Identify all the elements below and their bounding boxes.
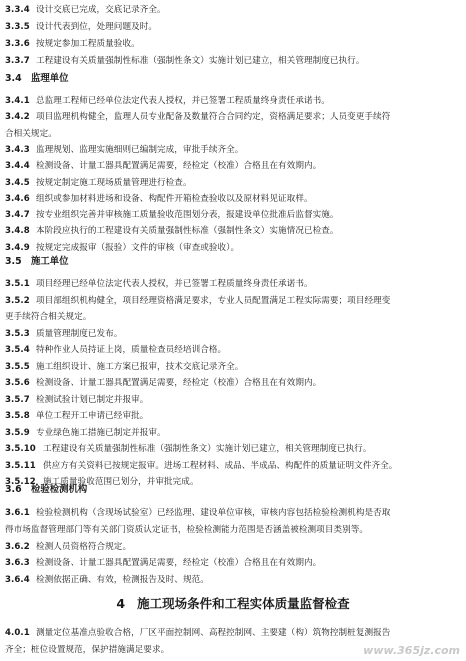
clause-line xyxy=(5,377,461,389)
clause-line xyxy=(5,557,461,569)
clause-text: 检测试验计划已制定并报审。 xyxy=(36,394,149,405)
clause-text: 本阶段应执行的工程建设有关质量强制性标准（强制性条文）实施情况已检查。 xyxy=(36,226,339,237)
clause-number: 3.4.2 xyxy=(5,112,30,123)
clause-text: 施工质量验收范围已划分，并审批完成。 xyxy=(43,477,199,487)
clause-line xyxy=(5,507,461,519)
section-title: 施工单位 xyxy=(31,256,69,267)
clause-line xyxy=(5,21,461,33)
chapter-title: 施工现场条件和工程实体质量监督检查 xyxy=(137,596,350,611)
clause-line xyxy=(5,627,461,639)
clause-number: 3.3.6 xyxy=(5,39,30,49)
clause-line xyxy=(5,111,461,123)
clause-text: 齐全；桩位设置规范，保护措施满足要求。 xyxy=(5,644,170,655)
clause-text: 项目经理已经单位法定代表人授权，并已签署工程质量终身责任承诺书。 xyxy=(36,279,313,289)
clause-line xyxy=(5,460,461,472)
clause-text: 合相关规定。 xyxy=(5,128,57,139)
clause-text: 检测设备、计量工器具配置满足需要，经检定（校准）合格且在有效期内。 xyxy=(36,378,322,388)
clause-text: 项目部组织机构健全，项目经理资格满足要求，专业人员配置满足工程实际需要；项目经理变 xyxy=(36,295,391,306)
clause-text: 更手续符合相关规定。 xyxy=(5,312,92,322)
clause-line xyxy=(5,55,461,67)
section-number: 3.4 xyxy=(5,73,22,84)
clause-number: 3.5.7 xyxy=(5,394,30,405)
clause-number: 3.5.6 xyxy=(5,378,30,388)
clause-text: 测量定位基准点验收合格，厂区平面控制网、高程控制网、主要建（构）筑物控制桩复测报告 xyxy=(36,628,391,638)
clause-line xyxy=(5,209,461,221)
clause-continuation xyxy=(5,311,461,323)
section-heading-3-5 xyxy=(5,256,69,268)
clause-text: 按规定完成报审（报验）文件的审核（审查或验收）。 xyxy=(36,242,240,253)
clause-number: 3.6.4 xyxy=(5,575,30,586)
clause-text: 检测设备、计量工器具配置满足需要，经检定（校准）合格且在有效期内。 xyxy=(36,558,322,569)
clause-line xyxy=(5,160,461,172)
clause-line xyxy=(5,344,461,356)
clause-line xyxy=(5,144,461,156)
clause-text: 得市场监督管理部门等有关部门资质认定证书，检验检测能力范围是否涵盖被检测项目类别等。 xyxy=(5,524,369,535)
clause-number: 3.4.9 xyxy=(5,242,30,253)
clause-text: 供应方有关资料已按规定报审。进场工程材料、成品、半成品、构配件的质量证明文件齐全。 xyxy=(43,460,398,471)
site-watermark: www.365jz.com xyxy=(363,644,460,657)
section-number: 3.5 xyxy=(5,256,22,267)
clause-line xyxy=(5,328,461,340)
clause-number: 3.6.3 xyxy=(5,558,30,569)
clause-number: 3.5.12 xyxy=(5,477,36,487)
clause-text: 组织或参加材料进场和设备、构配件开箱检查验收以及原材料见证取样。 xyxy=(36,193,313,204)
clause-text: 检测人员资格符合规定。 xyxy=(36,541,132,552)
clause-number: 4.0.1 xyxy=(5,628,30,638)
clause-number: 3.5.10 xyxy=(5,444,36,454)
clause-text: 项目监理机构健全，监理人员专业配备及数量符合合同约定，资格满足要求；人员变更手续符 xyxy=(36,112,391,123)
section-title: 检验检测机构 xyxy=(31,484,88,495)
clause-number: 3.4.3 xyxy=(5,144,30,155)
clause-line xyxy=(5,177,461,189)
clause-text: 专业绿色施工措施已制定并报审。 xyxy=(36,427,166,438)
clause-text: 单位工程开工申请已经审批。 xyxy=(36,411,149,421)
clause-text: 施工组织设计、施工方案已报审，技术交底记录齐全。 xyxy=(36,361,244,372)
clause-text: 设计代表到位，处理问题及时。 xyxy=(36,22,158,32)
clause-number: 3.5.8 xyxy=(5,411,30,421)
clause-line xyxy=(5,394,461,406)
clause-line xyxy=(5,4,461,16)
clause-text: 按规定制定施工现场质量管理进行检查。 xyxy=(36,177,192,188)
clause-text: 质量管理制度已发布。 xyxy=(36,328,123,339)
clause-line xyxy=(5,443,461,455)
clause-line xyxy=(5,410,461,422)
clause-number: 3.4.8 xyxy=(5,226,30,237)
chapter-heading xyxy=(0,596,466,612)
clause-text: 检验检测机构（含现场试验室）已经监理、建设单位审核，审核内容包括检验检测机构是否取 xyxy=(36,508,391,518)
clause-text: 工程建设有关质量强制性标准（强制性条文）实施计划已建立，相关管理制度已执行。 xyxy=(36,56,365,66)
clause-text: 检测依据正确、有效，检测报告及时、规范。 xyxy=(36,575,209,586)
clause-line xyxy=(5,427,461,439)
clause-line xyxy=(5,242,461,254)
clause-line xyxy=(5,541,461,553)
clause-line xyxy=(5,574,461,586)
clause-number: 3.4.4 xyxy=(5,161,30,172)
clause-text: 工程建设有关质量强制性标准（强制性条文）实施计划已建立，相关管理制度已执行。 xyxy=(43,444,372,454)
clause-number: 3.6.2 xyxy=(5,541,30,552)
section-heading-3-6 xyxy=(5,484,87,496)
clause-number: 3.4.6 xyxy=(5,193,30,204)
clause-line xyxy=(5,361,461,373)
clause-number: 3.3.7 xyxy=(5,56,30,66)
clause-text: 监理规划、监理实施细则已编制完成，审批手续齐全。 xyxy=(36,144,244,155)
clause-text: 设计交底已完成，交底记录齐全。 xyxy=(36,5,166,15)
clause-number: 3.4.7 xyxy=(5,210,30,221)
clause-line xyxy=(5,193,461,205)
clause-line xyxy=(5,95,461,107)
clause-number: 3.6.1 xyxy=(5,508,30,518)
clause-text: 按专业组织完善并审核施工质量验收范围划分表，报建设单位批准后监督实施。 xyxy=(36,210,339,221)
clause-number: 3.3.5 xyxy=(5,22,30,32)
section-title: 监理单位 xyxy=(31,73,69,84)
clause-number: 3.5.2 xyxy=(5,295,30,306)
chapter-number: 4 xyxy=(116,596,126,611)
clause-number: 3.5.1 xyxy=(5,279,30,289)
clause-number: 3.4.1 xyxy=(5,96,30,106)
clause-number: 3.4.5 xyxy=(5,177,30,188)
clause-number: 3.5.9 xyxy=(5,427,30,438)
clause-number: 3.3.4 xyxy=(5,5,30,15)
clause-text: 按规定参加工程质量验收。 xyxy=(36,39,140,49)
clause-number: 3.5.3 xyxy=(5,328,30,339)
clause-line xyxy=(5,278,461,290)
clause-text: 检测设备、计量工器具配置满足需要，经检定（校准）合格且在有效期内。 xyxy=(36,161,322,172)
clause-number: 3.5.11 xyxy=(5,460,36,471)
clause-line xyxy=(5,295,461,307)
clause-line xyxy=(5,225,461,237)
clause-number: 3.5.5 xyxy=(5,361,30,372)
clause-number: 3.5.4 xyxy=(5,345,30,355)
section-heading-3-4 xyxy=(5,73,69,85)
clause-continuation xyxy=(5,128,461,140)
section-number: 3.6 xyxy=(5,484,22,495)
clause-continuation xyxy=(5,524,461,536)
clause-line xyxy=(5,38,461,50)
clause-text: 总监理工程师已经单位法定代表人授权，并已签署工程质量终身责任承诺书。 xyxy=(36,96,330,106)
clause-text: 特种作业人员持证上岗，质量检查员经培训合格。 xyxy=(36,345,227,355)
